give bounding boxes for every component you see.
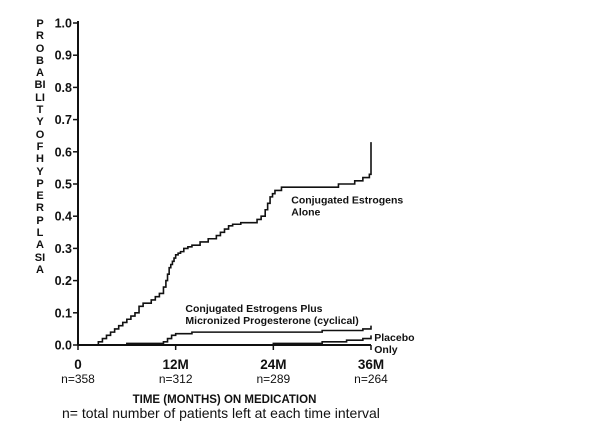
y-tick-label: 0.4	[54, 209, 72, 224]
series-label-line: Only	[374, 344, 398, 357]
axes	[78, 21, 371, 345]
n-label: n=358	[61, 372, 95, 386]
series-label-line: Alone	[291, 206, 321, 219]
y-tick-label: 0.8	[54, 80, 72, 95]
y-ticks	[55, 17, 78, 353]
n-label: n=312	[158, 372, 193, 386]
y-tick-label: 0.7	[54, 113, 72, 128]
y-tick-label: 0.1	[54, 306, 72, 321]
x-tick-label: 12M	[162, 357, 189, 372]
n-label: n=264	[354, 372, 388, 386]
y-tick-label: 1.0	[54, 16, 72, 31]
y-axis-title: PROBABILITY OF HYPERPLASIA	[34, 18, 47, 276]
series-label-line: Conjugated Estrogens Plus	[185, 303, 323, 316]
y-tick-label: 0.9	[54, 48, 72, 63]
series-label-line: Placebo	[374, 332, 415, 345]
series-label-2	[185, 303, 358, 327]
y-tick-label: 0.6	[54, 145, 72, 160]
y-tick-label: 0.0	[54, 338, 72, 353]
x-tick-label: 24M	[260, 357, 287, 372]
x-ticks	[61, 345, 388, 386]
x-axis-title: TIME (MONTHS) ON MEDICATION	[132, 394, 317, 406]
y-tick-label: 0.5	[54, 177, 72, 192]
series-label-line: Micronized Progesterone (cyclical)	[185, 315, 359, 328]
n-label: n=289	[256, 372, 291, 386]
series-line-3	[78, 335, 371, 345]
x-tick-label: 36M	[357, 357, 385, 372]
series-label-line: Conjugated Estrogens	[291, 194, 404, 207]
series-label-1	[291, 194, 403, 218]
y-tick-label: 0.2	[54, 274, 72, 289]
x-tick-label: 0	[74, 357, 82, 372]
series-label-3	[374, 332, 414, 356]
footnote: n= total number of patients left at each time interval	[62, 405, 380, 421]
y-tick-label: 0.3	[54, 241, 72, 256]
